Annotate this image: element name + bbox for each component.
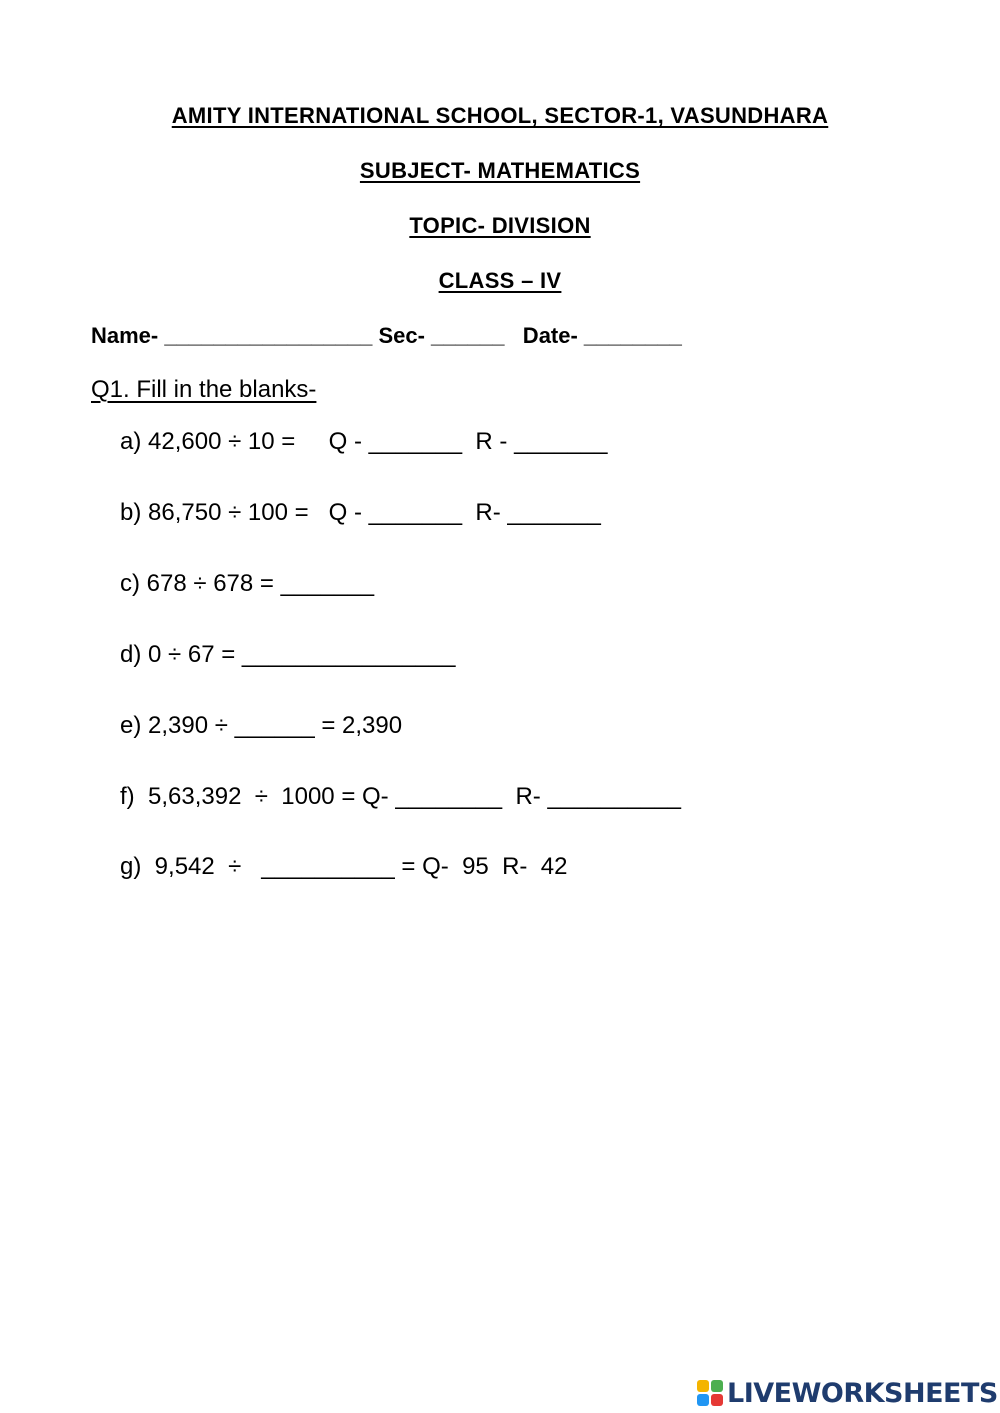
logo-tile-red — [711, 1394, 723, 1406]
subject-heading-text: SUBJECT- MATHEMATICS — [359, 158, 641, 183]
logo-tile-yellow — [697, 1380, 709, 1392]
topic-heading — [0, 213, 1000, 239]
question-item-f[interactable]: f) 5,63,392 ÷ 1000 = Q- ________ R- __________ — [120, 783, 681, 810]
school-title — [0, 103, 1000, 129]
question-item-c[interactable]: c) 678 ÷ 678 = _______ — [120, 570, 375, 597]
logo-tile-green — [711, 1380, 723, 1392]
class-heading-text: CLASS – IV — [438, 268, 562, 293]
topic-heading-text: TOPIC- DIVISION — [409, 213, 591, 238]
question-item-a[interactable]: a) 42,600 ÷ 10 = Q - _______ R - _______ — [120, 428, 608, 455]
question-item-d[interactable]: d) 0 ÷ 67 = ________________ — [120, 641, 456, 668]
liveworksheets-logo — [697, 1376, 998, 1410]
question-item-e[interactable]: e) 2,390 ÷ ______ = 2,390 — [120, 712, 403, 739]
subject-heading — [0, 158, 1000, 184]
question-1-title: Q1. Fill in the blanks- — [91, 376, 317, 403]
student-info-row[interactable]: Name- _________________ Sec- ______ Date- ________ — [91, 323, 682, 348]
logo-tile-blue — [697, 1394, 709, 1406]
school-title-text: AMITY INTERNATIONAL SCHOOL, SECTOR-1, VASUNDHARA — [171, 103, 829, 128]
liveworksheets-logo-text: LIVEWORKSHEETS — [727, 1377, 998, 1409]
question-item-g[interactable]: g) 9,542 ÷ __________ = Q- 95 R- 42 — [120, 853, 568, 880]
class-heading — [0, 268, 1000, 294]
liveworksheets-logo-icon — [697, 1380, 723, 1406]
question-item-b[interactable]: b) 86,750 ÷ 100 = Q - _______ R- _______ — [120, 499, 601, 526]
